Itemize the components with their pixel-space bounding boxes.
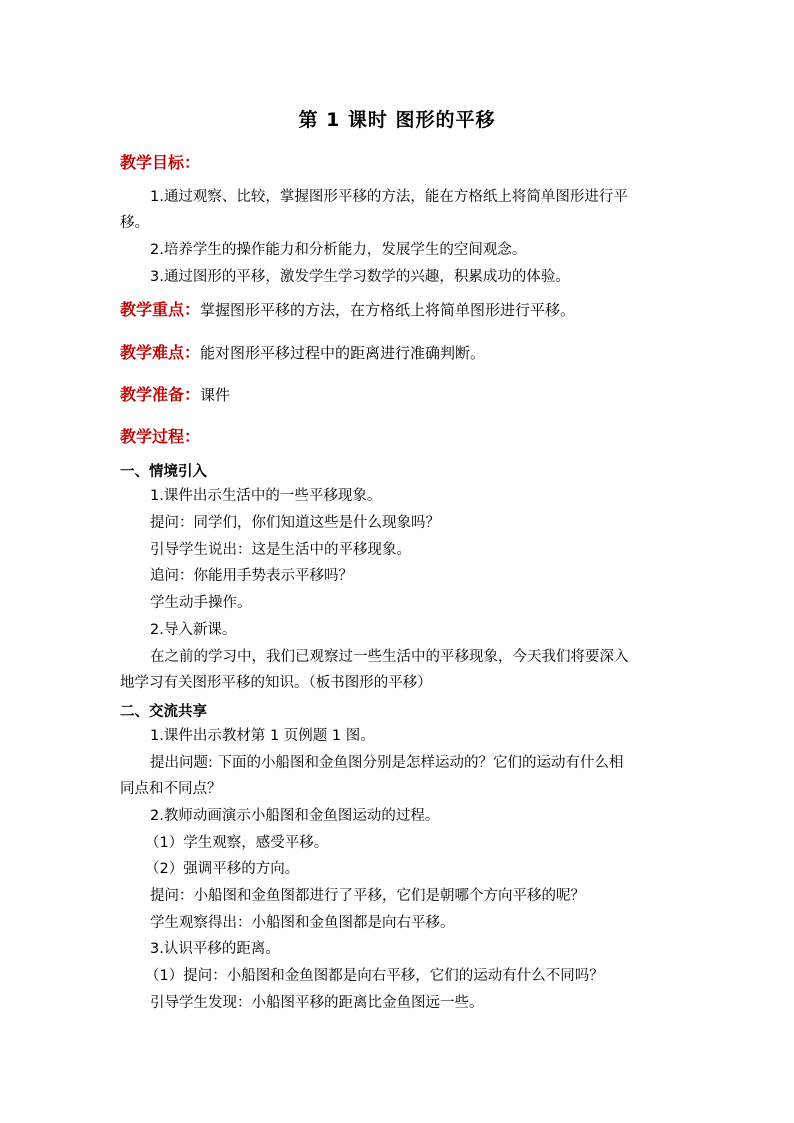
body-line: （2）强调平移的方向。: [145, 861, 300, 877]
body-line: （1）学生观察，感受平移。: [145, 835, 329, 851]
key-point-text: 掌握图形平移的方法，在方格纸上将简单图形进行平移。: [200, 301, 576, 319]
difficulty-point: [120, 340, 485, 363]
body-line: 2.教师动画演示小船图和金鱼图运动的过程。: [150, 808, 440, 824]
body-line: 同点和不同点？: [120, 781, 222, 797]
body-line: 提问：同学们，你们知道这些是什么现象吗？: [150, 515, 440, 531]
body-line: 地学习有关图形平移的知识。（板书图形的平移）: [120, 675, 432, 691]
body-line: 3.认识平移的距离。: [150, 941, 280, 957]
body-line: 提问：小船图和金鱼图都进行了平移，它们是朝哪个方向平移的呢？: [150, 888, 585, 904]
goal-line: 3.通过图形的平移，激发学生学习数学的兴趣，积累成功的体验。: [150, 269, 570, 285]
goals-heading: 教学目标：: [120, 153, 201, 172]
section-title: 二、交流共享: [120, 704, 207, 720]
body-line: 2.导入新课。: [150, 622, 237, 638]
body-line: 学生动手操作。: [150, 595, 252, 611]
preparation-text: 课件: [200, 386, 231, 404]
section-title: 一、情境引入: [120, 464, 207, 480]
body-line: 1.课件出示教材第 1 页例题 1 图。: [150, 728, 375, 744]
difficulty-label: 教学难点：: [120, 343, 201, 362]
preparation: [120, 382, 230, 405]
body-line: 学生观察得出：小船图和金鱼图都是向右平移。: [150, 915, 455, 931]
key-point-label: 教学重点：: [120, 300, 201, 319]
key-point: [120, 297, 575, 320]
page-title: 第 1 课时 图形的平移: [298, 109, 496, 131]
preparation-label: 教学准备：: [120, 385, 201, 404]
body-line: 在之前的学习中，我们已观察过一些生活中的平移现象，今天我们将要深入: [150, 649, 629, 665]
body-line: 追问：你能用手势表示平移吗？: [150, 568, 353, 584]
body-line: 提出问题: 下面的小船图和金鱼图分别是怎样运动的？它们的运动有什么相: [150, 755, 624, 771]
body-line: 1.课件出示生活中的一些平移现象。: [150, 488, 382, 504]
process-heading: 教学过程：: [120, 427, 201, 446]
goal-line: 移。: [120, 215, 149, 231]
difficulty-text: 能对图形平移过程中的距离进行准确判断。: [200, 344, 486, 362]
body-line: 引导学生说出：这是生活中的平移现象。: [150, 542, 411, 558]
goal-line: 1.通过观察、比较，掌握图形平移的方法，能在方格纸上将简单图形进行平: [150, 189, 628, 205]
goal-line: 2.培养学生的操作能力和分析能力，发展学生的空间观念。: [150, 242, 527, 258]
body-line: （1）提问：小船图和金鱼图都是向右平移，它们的运动有什么不同吗？: [145, 968, 604, 984]
body-line: 引导学生发现：小船图平移的距离比金鱼图远一些。: [150, 995, 484, 1011]
